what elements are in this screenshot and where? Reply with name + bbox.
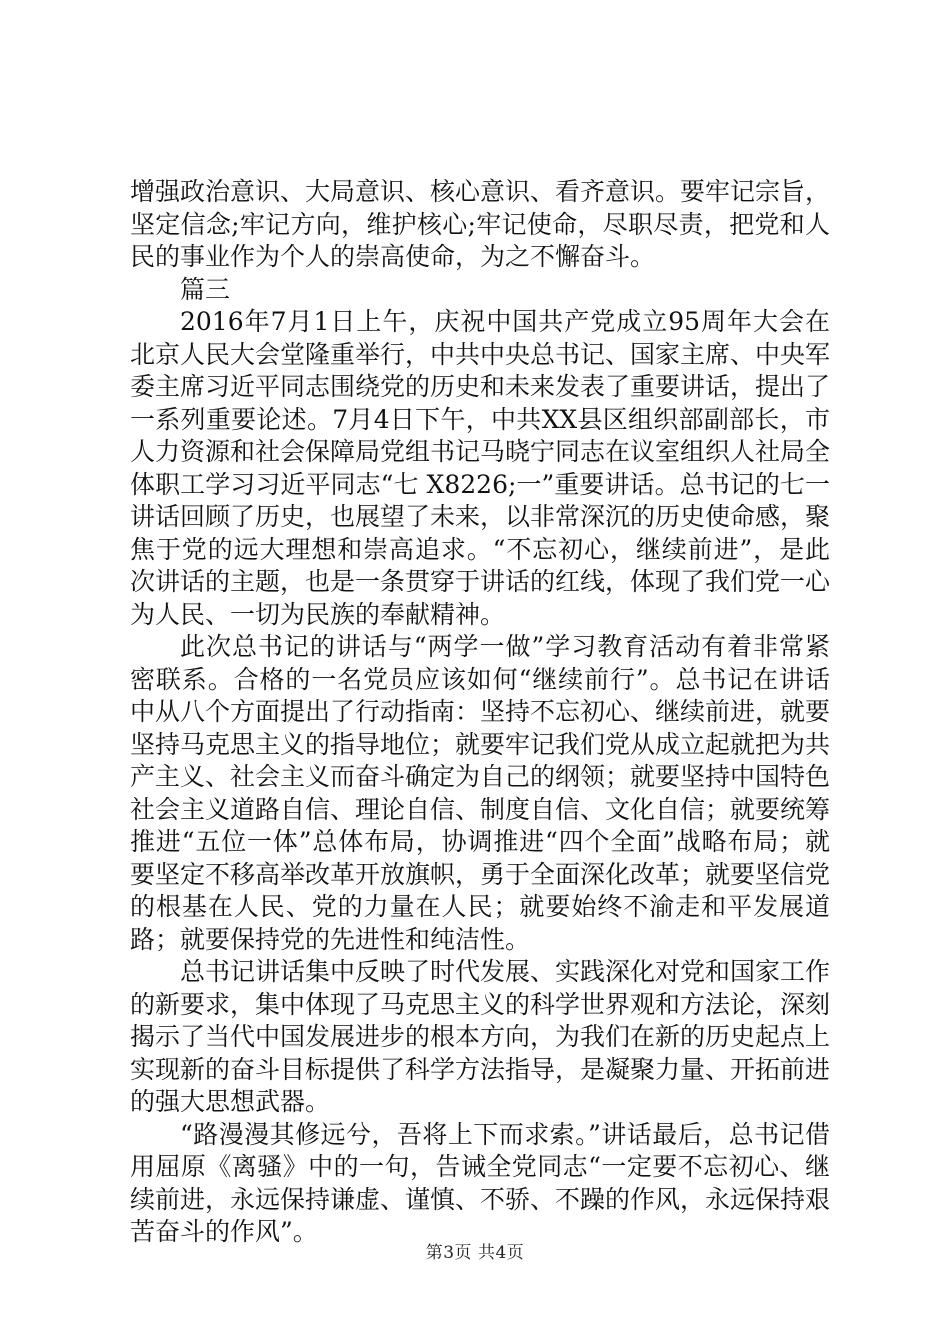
body-paragraph: “路漫漫其修远兮，吾将上下而求索。”讲话最后，总书记借用屈原《离骚》中的一句，告诫全党同志“一定要不忘初心、继续前进，永远保持谦虚、谨慎、不骄、不躁的作风，永远保持艰苦奋斗的作风”。 <box>130 1119 831 1246</box>
body-paragraph: 此次总书记的讲话与“两学一做”学习教育活动有着非常紧密联系。合格的一名党员应该如何“继续前行”。总书记在讲话中从八个方面提出了行动指南：坚持不忘初心、继续前进，就要坚持马克思主义的指导地位；就要牢记我们党从成立起就把为共产主义、社会主义而奋斗确定为自己的纲领；就要坚持中国特色社会主义道路自信、理论自信、制度自信、文化自信；就要统筹推进“五位一体”总体布局，协调推进“四个全面”战略布局；就要坚定不移高举改革开放旗帜，勇于全面深化改革；就要坚信党的根基在人民、党的力量在人民；就要始终不渝走和平发展道路；就要保持党的先进性和纯洁性。 <box>130 632 831 954</box>
document-body <box>130 176 830 1249</box>
opening-paragraph: 增强政治意识、大局意识、核心意识、看齐意识。要牢记宗旨，坚定信念;牢记方向，维护核心;牢记使命，尽职尽责，把党和人民的事业作为个人的崇高使命，为之不懈奋斗。 <box>130 177 831 271</box>
section-heading: 篇三 <box>180 274 231 304</box>
page-footer <box>0 1238 950 1263</box>
body-paragraph: 总书记讲话集中反映了时代发展、实践深化对党和国家工作的新要求，集中体现了马克思主义的科学世界观和方法论，深刻揭示了当代中国发展进步的根本方向，为我们在新的历史起点上实现新的奋斗目标提供了科学方法指导，是凝聚力量、开拓前进的强大思想武器。 <box>130 957 831 1116</box>
body-paragraph: 2016年7月1日上午，庆祝中国共产党成立95周年大会在北京人民大会堂隆重举行，中共中央总书记、国家主席、中央军委主席习近平同志围绕党的历史和未来发表了重要讲话，提出了一系列重要论述。7月4日下午，中共XX县区组织部副部长，市人力资源和社会保障局党组书记马晓宁同志在议室组织人社局全体职工学习习近平同志“七 X8226;一”重要讲话。总书记的七一讲话回顾了历史，也展望了未来，以非常深沉的历史使命感，聚焦于党的远大理想和崇高追求。“不忘初心，继续前进”，是此次讲话的主题，也是一条贯穿于讲话的红线，体现了我们党一心为人民、一切为民族的奉献精神。 <box>130 307 831 629</box>
page-number-indicator: 第3页 共4页 <box>425 1243 525 1263</box>
